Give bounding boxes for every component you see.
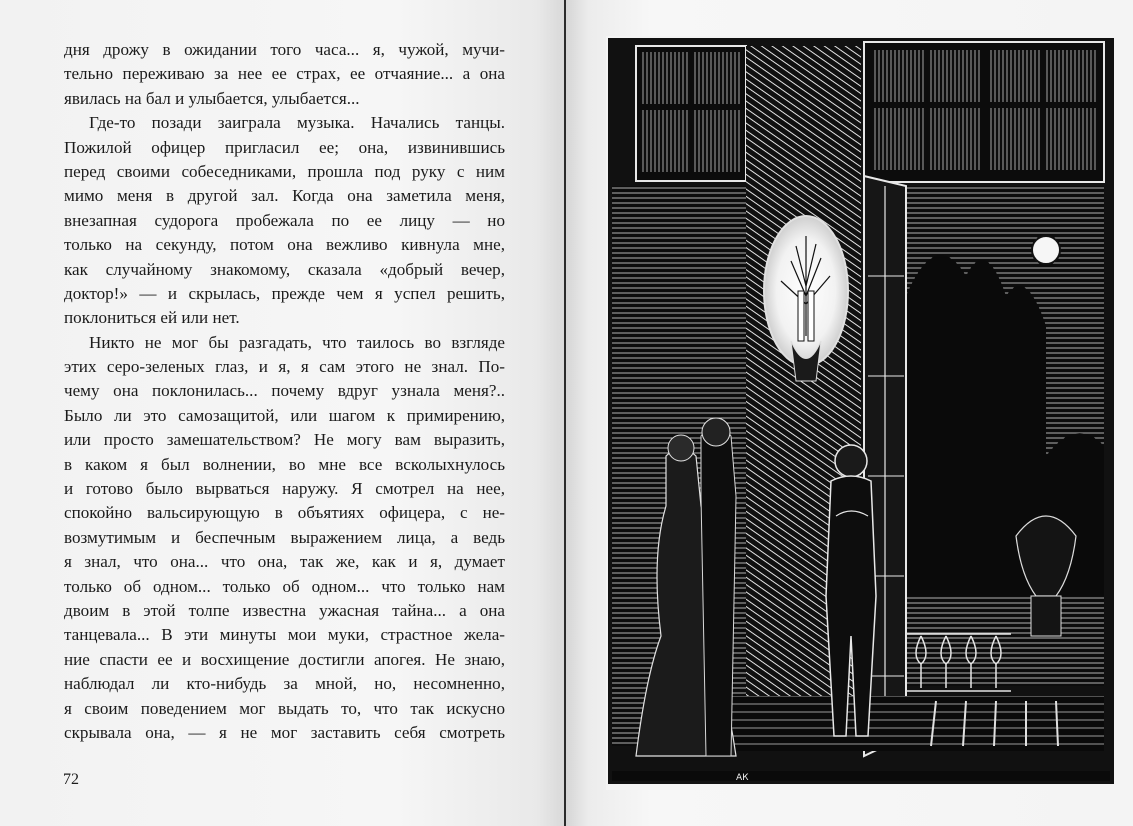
text-line: только на секунду, потом она вежливо кивнула мне, xyxy=(64,235,505,255)
text-line: двоим в этой толпе известна ужасная тайна... а она xyxy=(64,600,505,620)
text-line: поклониться ей или нет. xyxy=(64,308,240,328)
text-line: явилась на бал и улыбается, улыбается... xyxy=(64,88,360,108)
text-line: я своим поведением мог выдать то, что так искусно xyxy=(64,698,505,718)
text-line: Пожилой офицер пригласил ее; она, извинившись xyxy=(64,137,505,157)
text-line: доктор!» — и скрылась, прежде чем я успел решить, xyxy=(64,283,505,303)
text-line: внезапная судорога пробежала по ее лицу — но xyxy=(64,210,505,230)
text-line: возмутимым и беспечным выражением лица, а ведь xyxy=(64,527,505,547)
text-line: ние спасти ее и восхищение достигли апогея. Не знаю, xyxy=(64,649,505,669)
text-line: тельно переживаю за нее ее страх, ее отчаяние... а она xyxy=(64,64,505,84)
artist-signature: АК xyxy=(736,773,749,783)
text-line: перед своими собеседниками, прошла под руку с ним xyxy=(64,161,505,181)
woodcut-illustration xyxy=(606,36,1116,790)
page-number: 72 xyxy=(63,771,79,788)
right-window xyxy=(864,42,1104,182)
left-window xyxy=(636,46,746,181)
body-text xyxy=(64,38,505,745)
text-line: скрывала она, — я не мог заставить себя смотреть xyxy=(64,722,505,742)
text-line: в каком я был волнении, во мне все всколыхнулось xyxy=(64,454,505,474)
text-line: Было ли это самозащитой, или шагом к примирению, xyxy=(64,405,505,425)
text-line: этих серо-зеленых глаз, и я, я сам этого не знал. По- xyxy=(64,357,505,377)
text-line: только об одном... только об одном... что только нам xyxy=(64,576,505,596)
moon xyxy=(1032,236,1060,264)
text-line: я знал, что она... что она, так же, как и я, думает xyxy=(64,552,505,572)
text-line: чему она поклонилась... почему вдруг узнала меня?.. xyxy=(64,381,505,401)
text-line: как случайному знакомому, сказала «добрый вечер, xyxy=(64,259,505,279)
text-line: спокойно вальсирующую в объятиях офицера, с не- xyxy=(64,503,505,523)
text-line: или просто замешательством? Не могу вам выразить, xyxy=(64,430,505,450)
text-line: дня дрожу в ожидании того часа... я, чужой, мучи- xyxy=(64,40,505,59)
text-line: Где-то позади заиграла музыка. Начались танцы. xyxy=(89,113,505,133)
text-line: мимо меня в другой зал. Когда она заметила меня, xyxy=(64,186,505,206)
text-line: танцевала... В эти минуты мои муки, страстное жела- xyxy=(64,625,505,645)
text-line: и готово было вырваться наружу. Я смотрел на нее, xyxy=(64,479,505,499)
terrace-floor xyxy=(716,696,1104,751)
text-line: наблюдал ли кто-нибудь за мной, но, несомненно, xyxy=(64,674,505,694)
left-page xyxy=(0,0,565,826)
text-line: Никто не мог бы разгадать, что таилось во взгляде xyxy=(89,332,505,352)
